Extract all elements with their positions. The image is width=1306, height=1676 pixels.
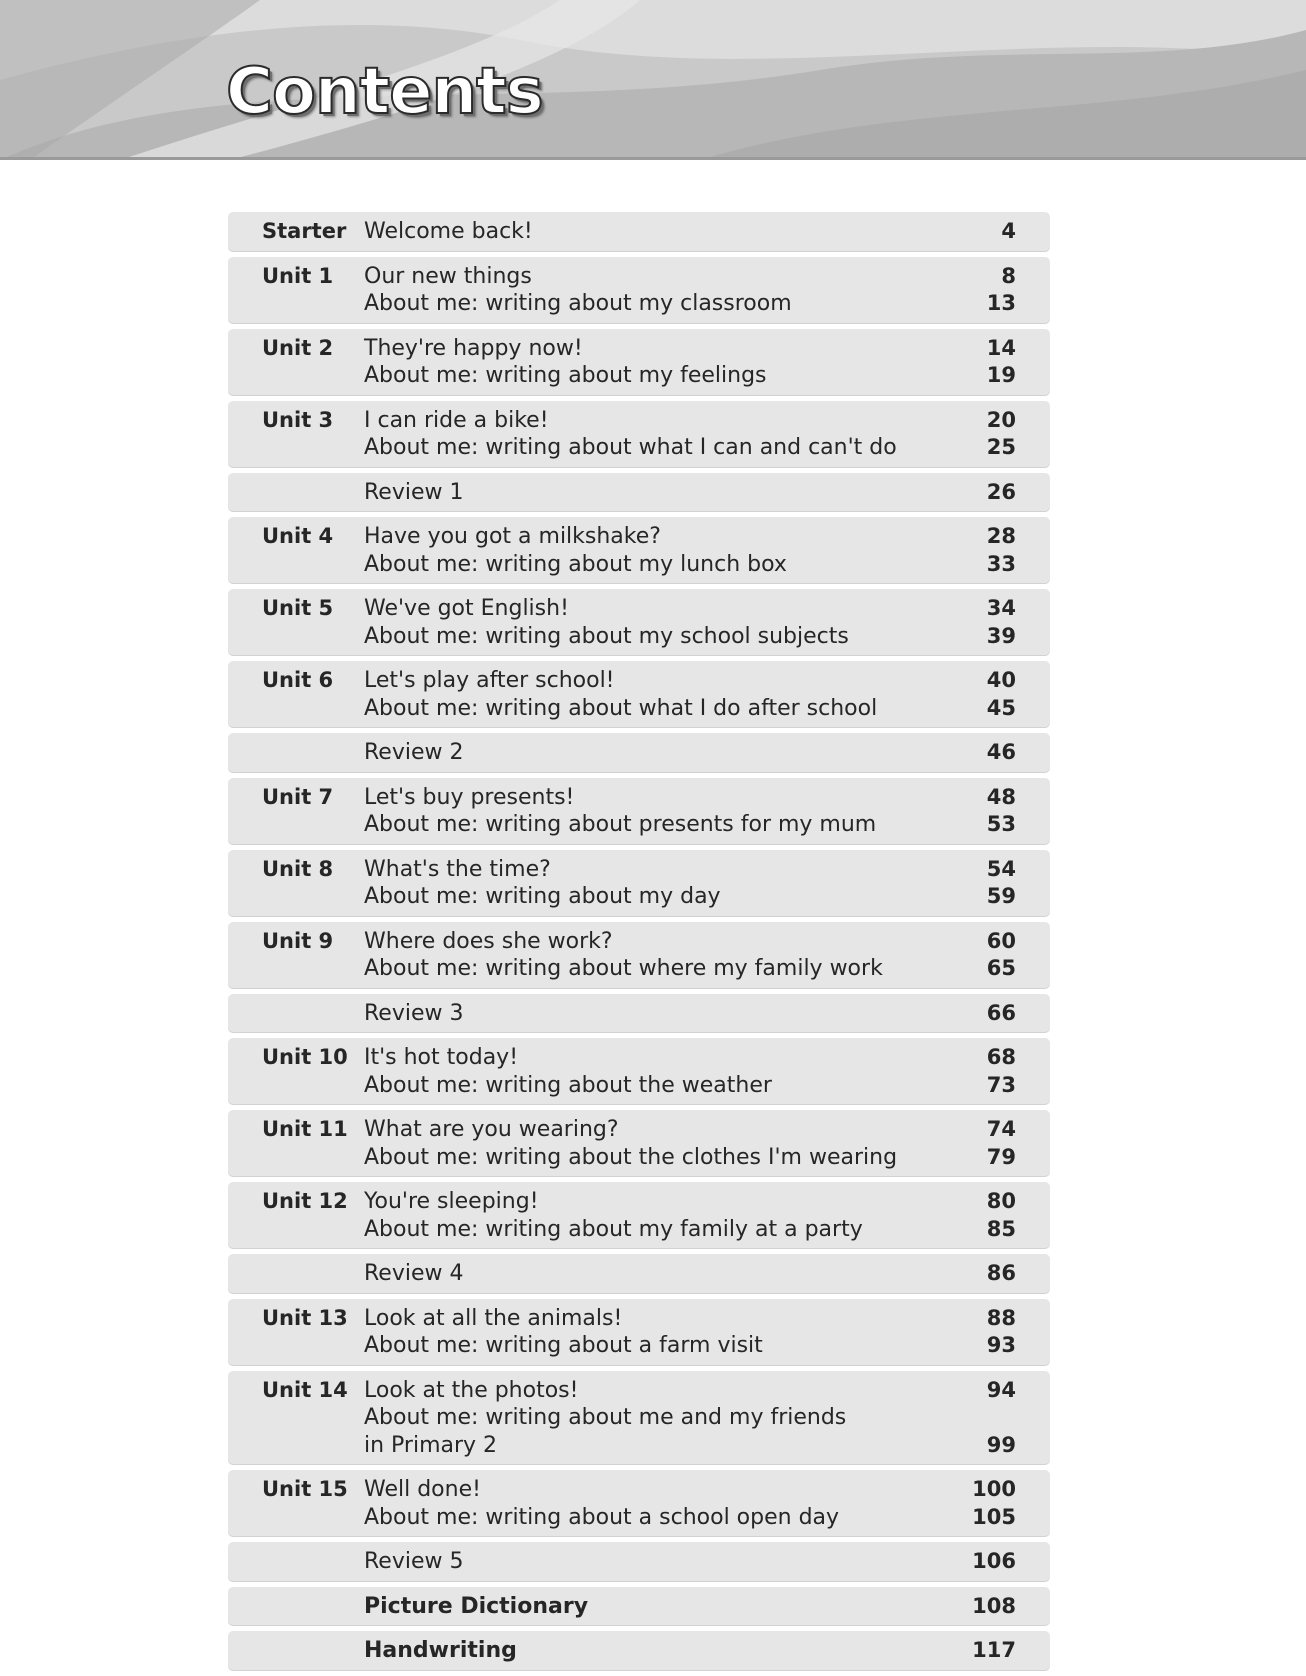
unit-label: Unit 14 bbox=[262, 1377, 348, 1402]
toc-line bbox=[228, 667, 1050, 695]
lesson-title: Look at the photos! bbox=[364, 1377, 579, 1403]
page-number: 34 bbox=[986, 596, 1016, 620]
lesson-title: Review 5 bbox=[364, 1549, 464, 1574]
page-number: 117 bbox=[972, 1638, 1016, 1662]
lesson-title: About me: writing about my feelings bbox=[364, 363, 767, 388]
lesson-title: About me: writing about where my family work bbox=[364, 956, 883, 981]
page-number: 88 bbox=[986, 1305, 1016, 1330]
lesson-title: in Primary 2 bbox=[364, 1432, 498, 1458]
page-number: 105 bbox=[972, 1504, 1016, 1529]
page-number: 68 bbox=[986, 1045, 1016, 1069]
toc-row bbox=[228, 473, 1050, 512]
lesson-title: Well done! bbox=[364, 1477, 481, 1502]
toc-row bbox=[228, 1542, 1050, 1581]
page-number: 19 bbox=[986, 363, 1016, 387]
toc-row bbox=[228, 1470, 1050, 1536]
toc-line bbox=[228, 739, 1050, 767]
unit-label: Unit 2 bbox=[262, 335, 334, 360]
lesson-title: About me: writing about my family at a party bbox=[364, 1216, 863, 1242]
unit-label: Unit 6 bbox=[262, 668, 334, 692]
page-title: Contents bbox=[226, 55, 543, 129]
toc-line bbox=[228, 1377, 1050, 1405]
toc-line bbox=[228, 623, 1050, 651]
toc-line bbox=[228, 1305, 1050, 1333]
toc-line bbox=[228, 1548, 1050, 1576]
toc-line bbox=[228, 1144, 1050, 1172]
toc-line bbox=[228, 1504, 1050, 1532]
toc-line bbox=[228, 1432, 1050, 1460]
unit-label: Unit 10 bbox=[262, 1045, 348, 1069]
toc-row bbox=[228, 1038, 1050, 1104]
lesson-title: About me: writing about my lunch box bbox=[364, 551, 787, 577]
lesson-title: What are you wearing? bbox=[364, 1117, 619, 1142]
toc-line bbox=[228, 955, 1050, 983]
lesson-title: Picture Dictionary bbox=[364, 1593, 589, 1619]
toc-line bbox=[228, 1332, 1050, 1360]
unit-label: Unit 5 bbox=[262, 596, 334, 620]
page-number: 53 bbox=[986, 812, 1016, 836]
toc-line bbox=[228, 1593, 1050, 1621]
toc-line bbox=[228, 1637, 1050, 1665]
lesson-title: About me: writing about a farm visit bbox=[364, 1333, 763, 1358]
banner-background bbox=[0, 0, 1306, 160]
toc-line bbox=[228, 362, 1050, 390]
page-number: 33 bbox=[986, 551, 1016, 576]
toc-row bbox=[228, 401, 1050, 467]
unit-label: Unit 12 bbox=[262, 1189, 348, 1213]
lesson-title: About me: writing about a school open day bbox=[364, 1504, 840, 1530]
lesson-title: You're sleeping! bbox=[364, 1189, 539, 1214]
page-number: 108 bbox=[972, 1593, 1016, 1618]
toc-row bbox=[228, 517, 1050, 583]
page-number: 40 bbox=[986, 668, 1016, 692]
unit-label: Unit 3 bbox=[262, 407, 334, 432]
page-number: 4 bbox=[1001, 219, 1016, 243]
contents-table bbox=[228, 212, 1050, 1676]
page-number: 85 bbox=[986, 1216, 1016, 1241]
page-number: 106 bbox=[972, 1549, 1016, 1573]
page-number: 39 bbox=[986, 623, 1016, 648]
toc-line bbox=[228, 523, 1050, 551]
toc-row bbox=[228, 1631, 1050, 1670]
lesson-title: About me: writing about my classroom bbox=[364, 291, 792, 316]
toc-row bbox=[228, 257, 1050, 323]
lesson-title: I can ride a bike! bbox=[364, 407, 549, 433]
toc-row bbox=[228, 1182, 1050, 1248]
page-number: 46 bbox=[986, 740, 1016, 764]
toc-line bbox=[228, 883, 1050, 911]
toc-row bbox=[228, 1299, 1050, 1365]
toc-row bbox=[228, 1371, 1050, 1465]
page-number: 66 bbox=[986, 1000, 1016, 1025]
toc-line bbox=[228, 434, 1050, 462]
page-number: 94 bbox=[986, 1377, 1016, 1402]
page-number: 28 bbox=[986, 524, 1016, 548]
lesson-title: Our new things bbox=[364, 263, 532, 289]
toc-line bbox=[228, 218, 1050, 246]
lesson-title: Let's buy presents! bbox=[364, 784, 575, 810]
toc-line bbox=[228, 1404, 1050, 1432]
lesson-title: Welcome back! bbox=[364, 219, 533, 244]
page-number: 54 bbox=[986, 856, 1016, 881]
page-number: 60 bbox=[986, 928, 1016, 953]
lesson-title: Have you got a milkshake? bbox=[364, 524, 661, 549]
toc-line bbox=[228, 1476, 1050, 1504]
toc-row bbox=[228, 733, 1050, 772]
toc-line bbox=[228, 290, 1050, 318]
page-number: 45 bbox=[986, 695, 1016, 720]
lesson-title: Review 3 bbox=[364, 1000, 464, 1026]
page-number: 20 bbox=[986, 407, 1016, 432]
unit-label: Unit 4 bbox=[262, 524, 334, 548]
page-number: 86 bbox=[986, 1261, 1016, 1285]
toc-row bbox=[228, 994, 1050, 1033]
unit-label: Unit 1 bbox=[262, 263, 334, 288]
toc-line bbox=[228, 928, 1050, 956]
toc-row bbox=[228, 1254, 1050, 1293]
toc-line bbox=[228, 335, 1050, 363]
lesson-title: About me: writing about what I can and can't do bbox=[364, 435, 897, 460]
toc-row bbox=[228, 1110, 1050, 1176]
unit-label: Unit 11 bbox=[262, 1117, 348, 1141]
lesson-title: About me: writing about the clothes I'm wearing bbox=[364, 1144, 898, 1170]
toc-row bbox=[228, 922, 1050, 988]
toc-row bbox=[228, 778, 1050, 844]
unit-label: Unit 9 bbox=[262, 928, 334, 953]
page-number: 25 bbox=[986, 435, 1016, 459]
unit-label: Unit 8 bbox=[262, 856, 334, 881]
page-number: 59 bbox=[986, 884, 1016, 908]
toc-row bbox=[228, 329, 1050, 395]
toc-row bbox=[228, 589, 1050, 655]
lesson-title: About me: writing about me and my friends bbox=[364, 1405, 847, 1430]
lesson-title: Review 1 bbox=[364, 479, 464, 505]
lesson-title: About me: writing about the weather bbox=[364, 1072, 772, 1098]
lesson-title: Look at all the animals! bbox=[364, 1305, 623, 1331]
unit-label: Unit 15 bbox=[262, 1477, 348, 1501]
page-number: 93 bbox=[986, 1333, 1016, 1357]
toc-row bbox=[228, 850, 1050, 916]
unit-label: Starter bbox=[262, 219, 347, 243]
toc-line bbox=[228, 1188, 1050, 1216]
page-number: 73 bbox=[986, 1072, 1016, 1097]
toc-line bbox=[228, 1000, 1050, 1028]
lesson-title: What's the time? bbox=[364, 856, 551, 882]
page-number: 100 bbox=[972, 1477, 1016, 1501]
toc-line bbox=[228, 811, 1050, 839]
toc-line bbox=[228, 1260, 1050, 1288]
toc-row bbox=[228, 661, 1050, 727]
lesson-title: Review 2 bbox=[364, 740, 464, 765]
toc-line bbox=[228, 479, 1050, 507]
page-number: 13 bbox=[986, 291, 1016, 315]
toc-line bbox=[228, 595, 1050, 623]
lesson-title: It's hot today! bbox=[364, 1045, 519, 1070]
page-number: 48 bbox=[986, 784, 1016, 809]
toc-line bbox=[228, 784, 1050, 812]
toc-line bbox=[228, 1116, 1050, 1144]
page-number: 79 bbox=[986, 1144, 1016, 1169]
toc-line bbox=[228, 263, 1050, 291]
lesson-title: Handwriting bbox=[364, 1638, 517, 1663]
page-number: 99 bbox=[986, 1432, 1016, 1457]
toc-line bbox=[228, 695, 1050, 723]
page-number: 14 bbox=[986, 335, 1016, 360]
lesson-title: About me: writing about what I do after school bbox=[364, 695, 878, 721]
toc-line bbox=[228, 1044, 1050, 1072]
lesson-title: Let's play after school! bbox=[364, 668, 615, 693]
page-number: 74 bbox=[986, 1117, 1016, 1141]
toc-line bbox=[228, 856, 1050, 884]
lesson-title: We've got English! bbox=[364, 596, 569, 621]
toc-line bbox=[228, 407, 1050, 435]
page-number: 65 bbox=[986, 956, 1016, 980]
lesson-title: About me: writing about my school subjects bbox=[364, 623, 849, 649]
page-number: 80 bbox=[986, 1189, 1016, 1213]
toc-line bbox=[228, 551, 1050, 579]
unit-label: Unit 7 bbox=[262, 784, 334, 809]
lesson-title: About me: writing about my day bbox=[364, 884, 721, 909]
lesson-title: Review 4 bbox=[364, 1261, 464, 1286]
page-number: 8 bbox=[1001, 263, 1016, 288]
lesson-title: They're happy now! bbox=[364, 335, 583, 361]
page-number: 26 bbox=[986, 479, 1016, 504]
toc-line bbox=[228, 1072, 1050, 1100]
toc-row bbox=[228, 212, 1050, 251]
toc-row bbox=[228, 1587, 1050, 1626]
unit-label: Unit 13 bbox=[262, 1305, 348, 1330]
header-banner bbox=[0, 0, 1306, 160]
lesson-title: About me: writing about presents for my mum bbox=[364, 812, 877, 837]
toc-line bbox=[228, 1216, 1050, 1244]
lesson-title: Where does she work? bbox=[364, 928, 613, 954]
